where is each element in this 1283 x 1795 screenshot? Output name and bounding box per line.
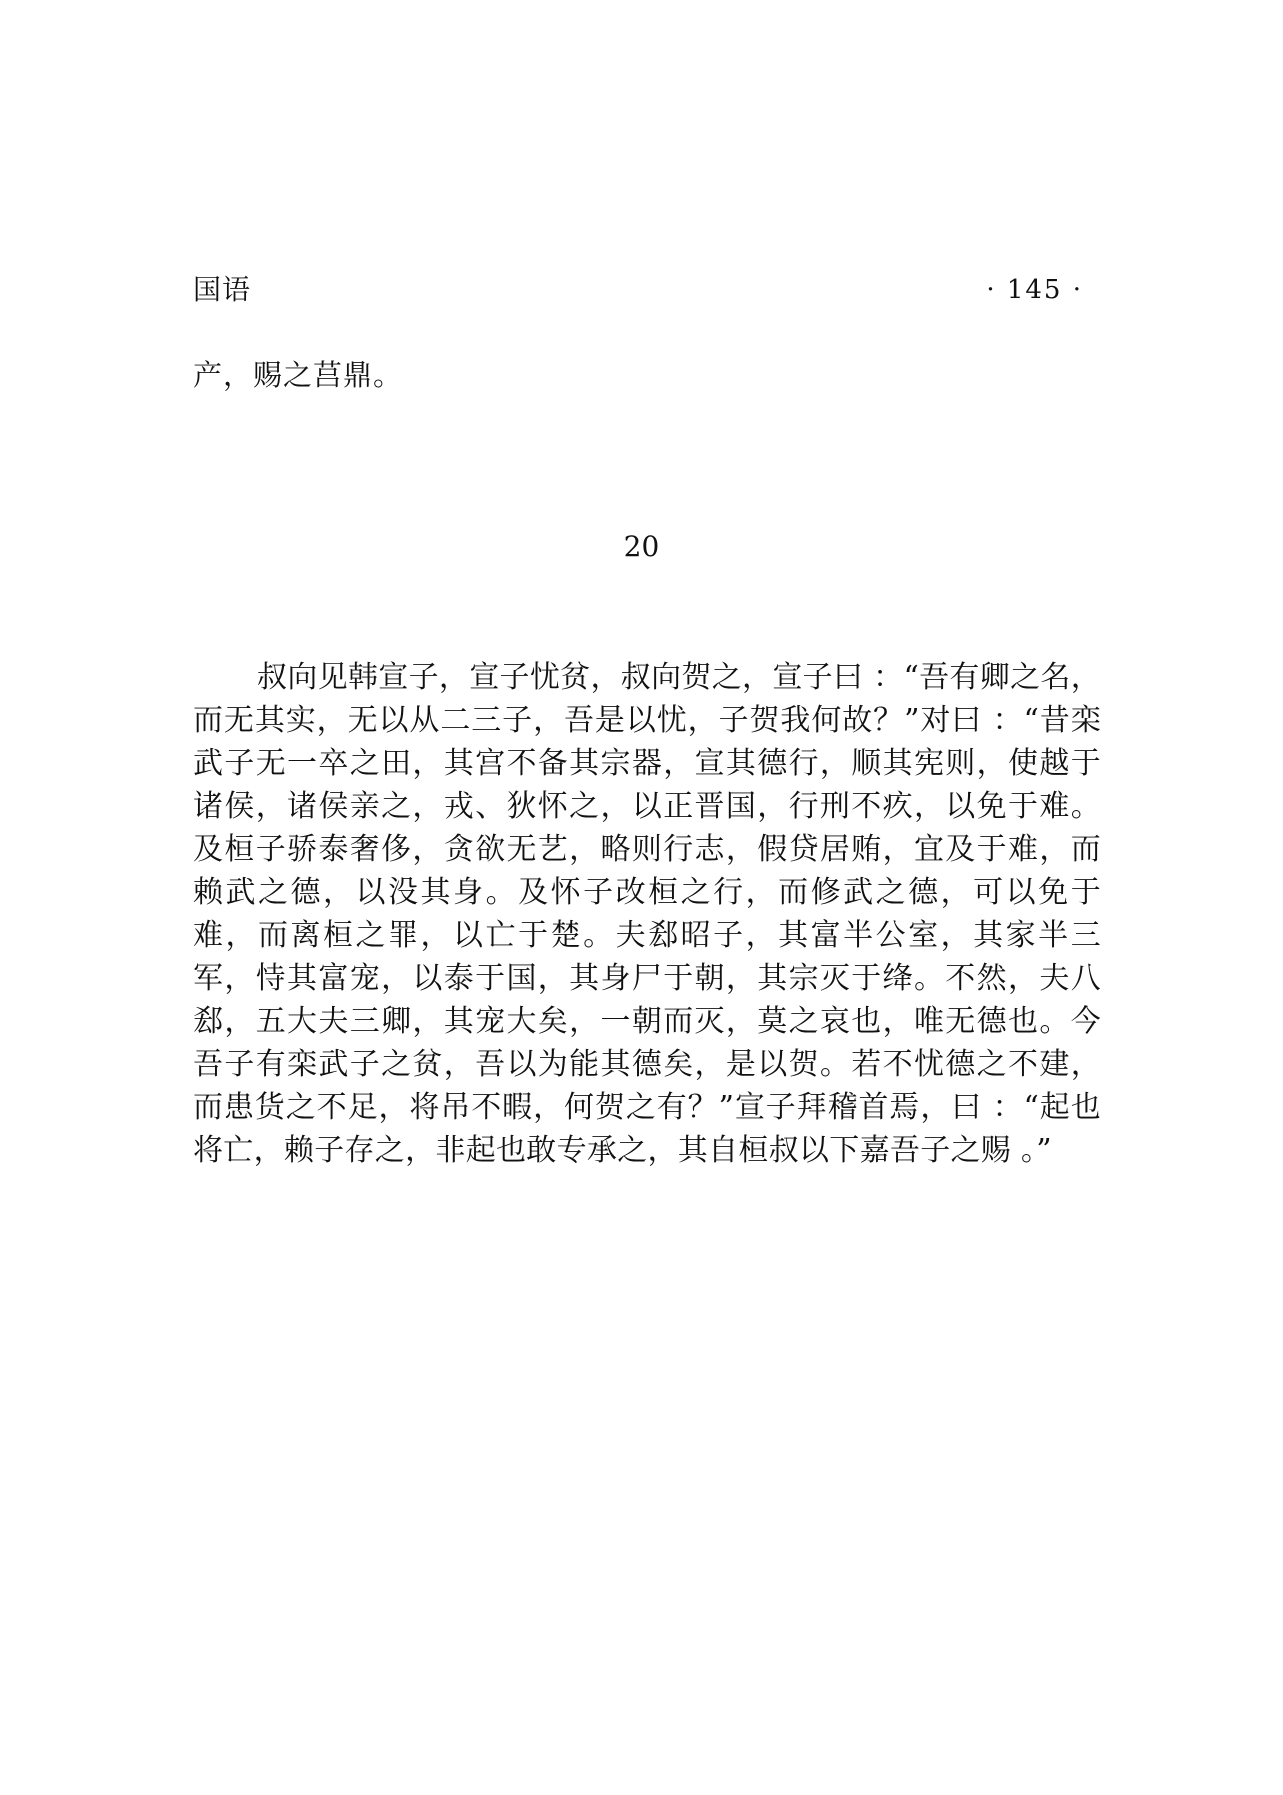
page-header <box>193 270 1083 310</box>
continuation-text: 产，赐之莒鼎。 <box>193 358 404 392</box>
page-number: · 145 · <box>986 275 1083 305</box>
book-title: 国语 <box>193 273 252 306</box>
body-paragraph: 叔向见韩宣子，宣子忧贫，叔向贺之，宣子曰 ：“吾有卿之名，而无其实，无以从二三子，吾是以忧，子贺我何故？”对曰 ：“昔栾武子无一卒之田，其宫不备其宗器，宣其德行，顺其宪则，使越于诸侯，诸侯亲之，戎、狄怀之，以正晋国，行刑不疚，以免于难。及桓子骄泰奢侈，贪欲无艺，略则行志，假贷居贿，宜及于难，而赖武之德，以没其身。及怀子改桓之行，而修武之德，可以免于难，而离桓之罪，以亡于楚。夫郄昭子，其富半公室，其家半三军，恃其富宠，以泰于国，其身尸于朝，其宗灭于绛。不然，夫八郄，五大夫三卿，其宠大矣，一朝而灭，莫之哀也，唯无德也。今吾子有栾武子之贫，吾以为能其德矣，是以贺。若不忧德之不建，而患货之不足，将吊不暇，何贺之有？”宣子拜稽首焉，曰 ：“起也将亡，赖子存之，非起也敢专承之，其自桓叔以下嘉吾子之赐 。” <box>193 660 1101 1168</box>
section-number: 20 <box>623 530 660 563</box>
